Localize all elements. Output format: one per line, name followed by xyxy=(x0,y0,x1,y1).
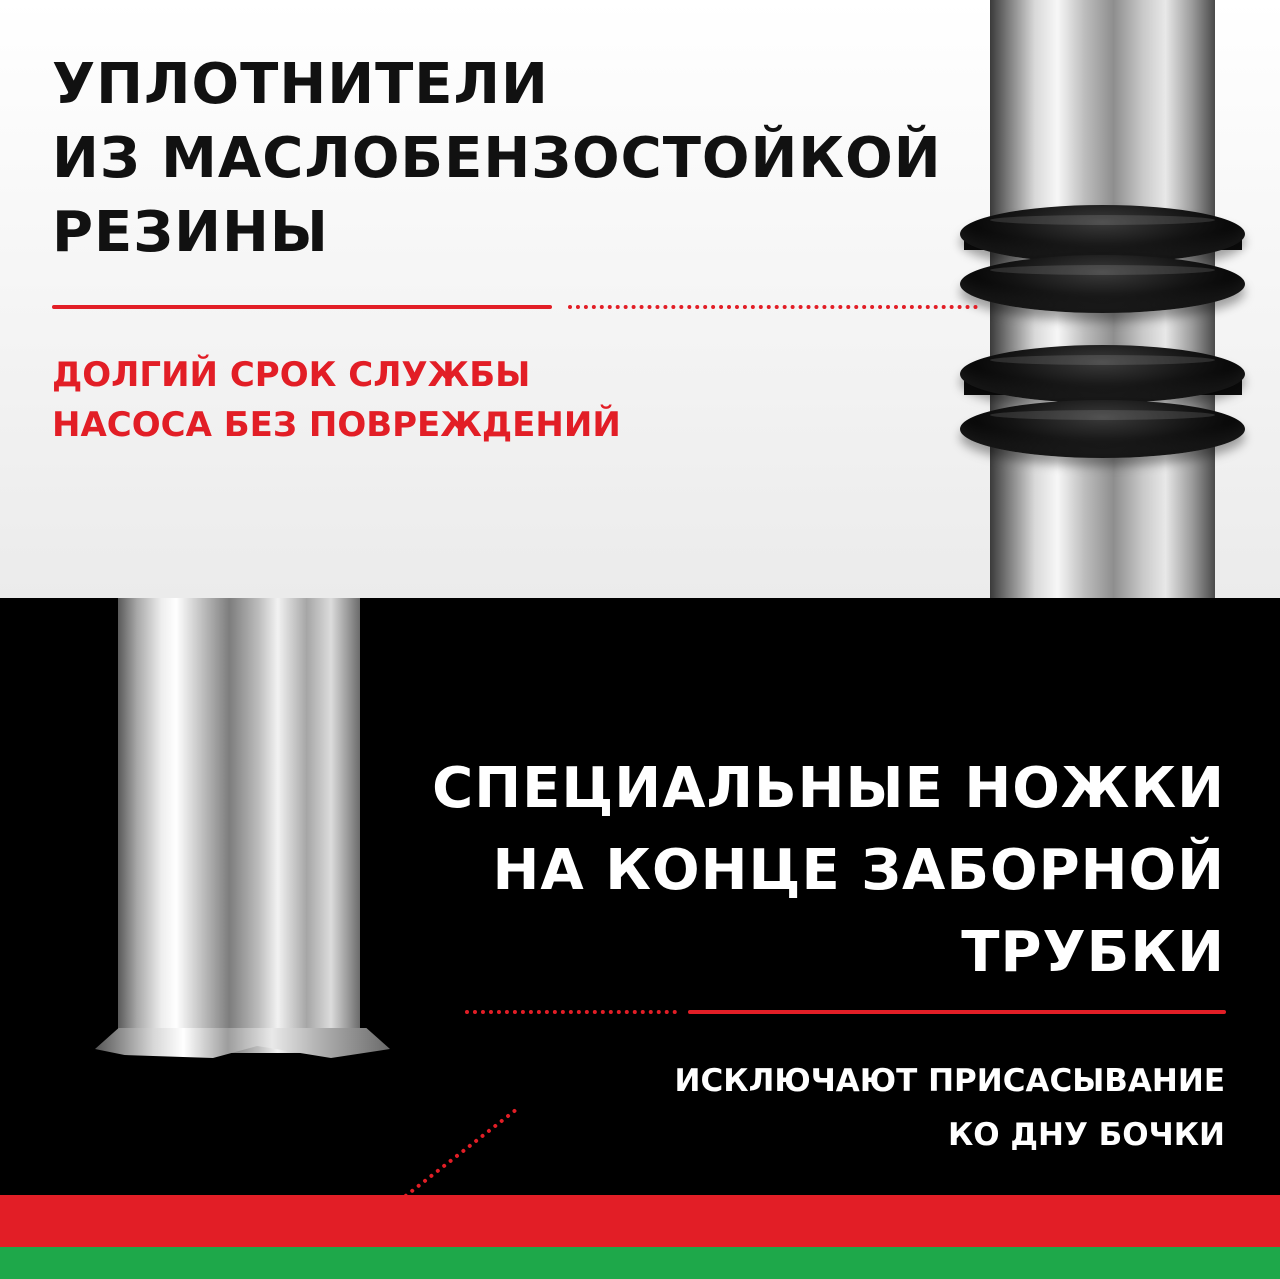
top-subheading-line: НАСОСА БЕЗ ПОВРЕЖДЕНИЙ xyxy=(52,405,621,445)
bottom-subheading-line: КО ДНУ БОЧКИ xyxy=(947,1117,1225,1153)
bottom-dotted-pointer xyxy=(465,1010,677,1014)
top-heading-line: РЕЗИНЫ xyxy=(52,200,329,265)
rubber-seal-ring-4 xyxy=(960,400,1245,458)
bottom-subheading xyxy=(675,1054,1225,1162)
top-divider-line xyxy=(52,305,552,309)
top-subheading xyxy=(52,350,621,450)
top-subheading-line: ДОЛГИЙ СРОК СЛУЖБЫ xyxy=(52,355,531,395)
top-panel xyxy=(0,0,1280,598)
bottom-heading-line: СПЕЦИАЛЬНЫЕ НОЖКИ xyxy=(432,756,1225,821)
bottom-heading-line: ТРУБКИ xyxy=(961,920,1225,985)
bottom-dotted-pointer-diagonal xyxy=(346,1108,518,1195)
top-heading xyxy=(52,48,942,270)
top-heading-line: УПЛОТНИТЕЛИ xyxy=(52,52,549,117)
bottom-subheading-line: ИСКЛЮЧАЮТ ПРИСАСЫВАНИЕ xyxy=(674,1063,1225,1099)
rubber-seal-ring-2 xyxy=(960,255,1245,313)
bottom-heading-line: НА КОНЦЕ ЗАБОРНОЙ xyxy=(492,838,1225,903)
rubber-seal-ring-3 xyxy=(960,345,1245,403)
intake-tube-image xyxy=(118,598,360,1053)
top-dotted-pointer xyxy=(568,305,978,309)
bottom-divider-line xyxy=(688,1010,1226,1014)
bottom-panel xyxy=(0,598,1280,1195)
green-footer-stripe xyxy=(0,1247,1280,1279)
red-footer-stripe xyxy=(0,1195,1280,1247)
top-heading-line: ИЗ МАСЛОБЕНЗОСТОЙКОЙ xyxy=(52,126,942,191)
bottom-heading xyxy=(432,748,1225,994)
intake-tube-feet xyxy=(95,1028,390,1058)
